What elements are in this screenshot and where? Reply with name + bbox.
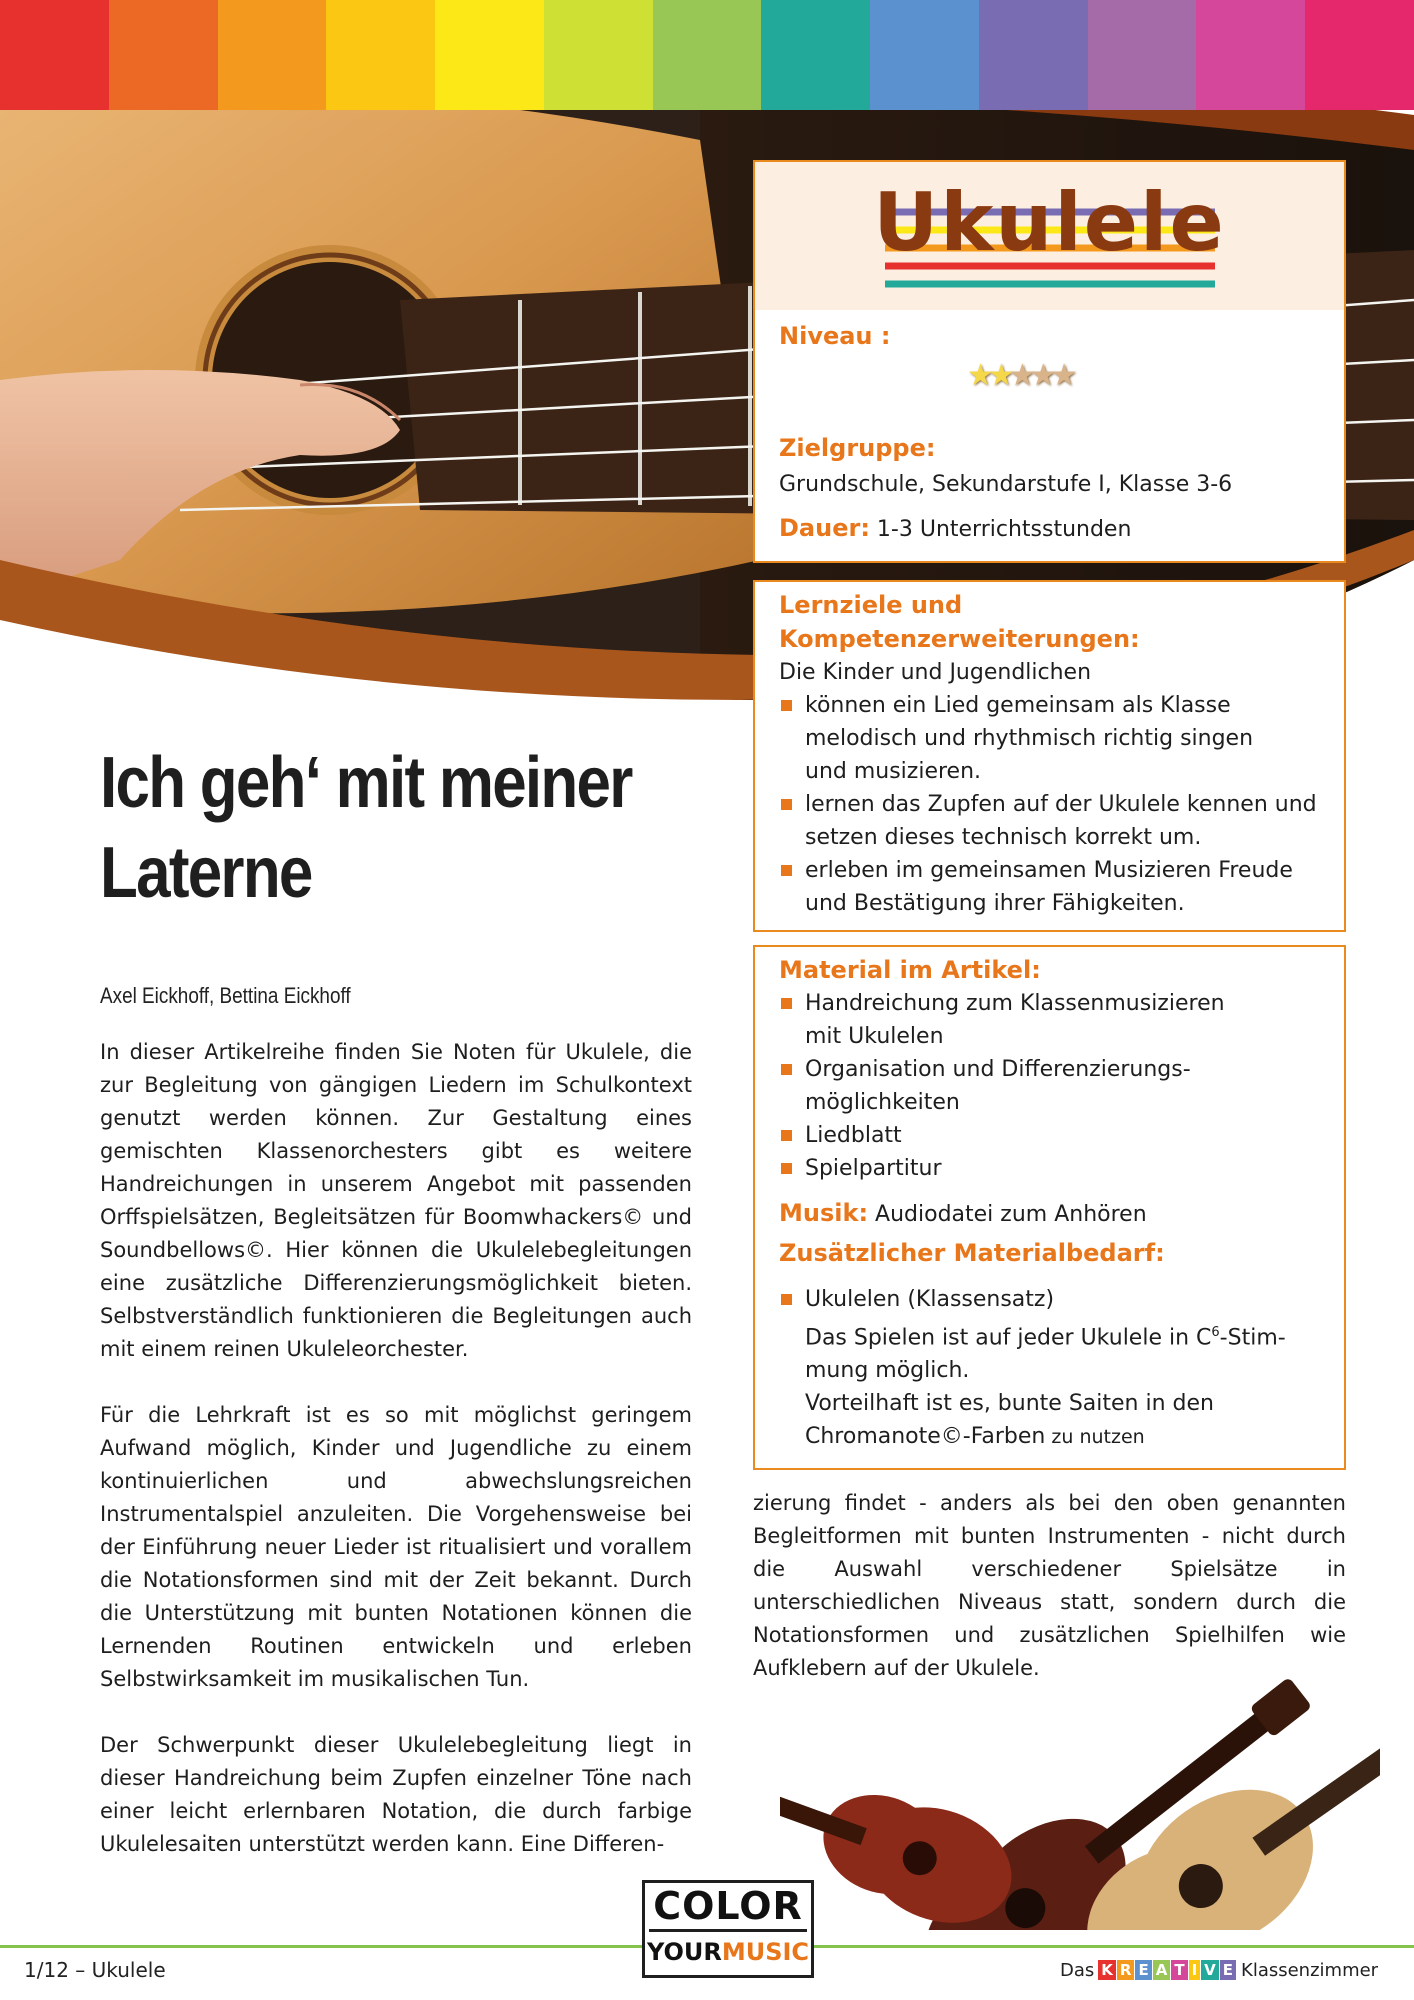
material-item [779,1152,1320,1185]
material-item-line: Handreichung zum Klassenmusizieren [805,991,1225,1016]
info-box-top [753,160,1346,563]
kreative-letter: R [1117,1960,1135,1980]
lernziele-box [753,580,1346,932]
lernziele-item-line: und Bestätigung ihrer Fähigkeiten. [805,891,1185,916]
brand-kreative [1098,1960,1237,1980]
logo-color-text: COLOR [653,1884,803,1928]
zusatz-line: Vorteilhaft ist es, bunte Saiten in den [805,1391,1214,1417]
zielgruppe-label: Zielgruppe: [779,434,936,462]
title-line: Laterne [100,833,312,913]
dauer-row [779,512,1131,546]
color-your-music-logo [642,1880,814,1978]
star-icon: ★ [987,358,1009,393]
star-icon: ★ [1008,358,1030,393]
material-label: Material im Artikel: [779,956,1041,984]
musik-value: Audiodatei zum Anhören [875,1202,1147,1227]
paragraph: zierung findet - anders als bei den oben genannten Begleitformen mit bunten Instrumenten - nicht durch die Auswahl verschiedener Spielsätze in unterschiedlichen Niveaus statt, sondern durch die Notationsformen und zusätzlichen Spielhilfen wie Aufklebern auf der Ukulele. [753,1491,1346,1680]
zusatz-text: zu nutzen [1045,1426,1145,1449]
star-icon: ★ [1029,358,1051,393]
zusatz-line: mung möglich. [805,1358,970,1384]
musik-row [779,1197,1320,1231]
lernziele-item [779,854,1320,920]
zusatz-list [779,1283,1320,1454]
material-item-line: möglichkeiten [805,1090,960,1115]
logo-yourmusic [645,1932,811,1972]
lernziele-item [779,689,1320,788]
lernziele-item-line: und musizieren. [805,759,982,784]
page-number: 1/12 – Ukulele [24,1958,166,1982]
niveau-stars [967,358,1072,393]
article-title [100,738,719,918]
dauer-label: Dauer: [779,514,870,542]
kreative-letter: I [1189,1960,1201,1980]
zusatz-line [805,1420,1320,1454]
niveau-label: Niveau : [779,322,891,350]
kreative-letter: A [1153,1960,1171,1980]
zusatz-line [805,1316,1320,1354]
dauer-value: 1-3 Unterrichtsstunden [876,517,1132,542]
kreative-letter: E [1220,1960,1236,1980]
lernziele-item-line: melodisch und rhythmisch richtig singen [805,726,1254,751]
kreative-letter: T [1171,1960,1187,1980]
lernziele-item-line: erleben im gemeinsamen Musizieren Freude [805,858,1293,883]
lernziele-label: Lernziele und Kompetenzerweiterungen: [779,591,1140,653]
musik-label: Musik: [779,1199,869,1227]
authors: Axel Eickhoff, Bettina Eickhoff [100,983,351,1008]
material-item-line: Spielpartitur [805,1156,942,1181]
ukuleles-image [780,1670,1380,1930]
zielgruppe-value: Grundschule, Sekundarstufe I, Klasse 3-6 [779,472,1233,497]
zusatz-sup: 6 [1211,1325,1220,1340]
logo-title: Ukulele [873,176,1226,269]
lernziele-list [779,689,1320,920]
kreative-letter: V [1201,1960,1219,1980]
left-column [100,1036,692,1861]
paragraph: In dieser Artikelreihe finden Sie Noten für Ukulele, die zur Begleitung von gängigen Liedern im Schulkontext genutzt werden können. Zur Gestaltung eines gemischten Klassenorchesters gibt es weitere Handreichungen in unserem Angebot mit passenden Orffspielsätzen, Begleitsätzen für Boomwhackers© und Soundbellows©. Hier können die Ukulelebegleitungen eine zusätzliche Differenzierungsmöglichkeit bieten. Selbstverständlich funktionieren die Begleitungen auch mit einem reinen Ukuleleorchester. [100,1040,692,1361]
right-column [753,1487,1346,1685]
lernziele-intro: Die Kinder und Jugendlichen [779,660,1092,685]
material-item [779,1119,1320,1152]
star-icon: ★ [1050,358,1072,393]
lernziele-item-line: lernen das Zupfen auf der Ukulele kennen und [805,792,1317,817]
zusatz-line: Ukulelen (Klassensatz) [805,1287,1055,1312]
brand-klassenzimmer: Klassenzimmer [1241,1959,1379,1981]
paragraph: Für die Lehrkraft ist es so mit möglichst geringem Aufwand möglich, Kinder und Jugendliche zu einem kontinuierlichen und abwechslungsreichen Instrumentalspiel anzuleiten. Die Vorgehensweise bei der Einführung neuer Lieder ist ritualisiert und vorallem die Notationsformen sind mit der Zeit bekannt. Durch die Unterstützung mit bunten Notationen können die Lernenden Routinen entwickeln und erleben Selbstwirksamkeit im musikalischen Tun. [100,1403,692,1691]
lernziele-item-line: können ein Lied gemeinsam als Klasse [805,693,1231,718]
material-list [779,987,1320,1185]
star-icon: ★ [967,358,988,393]
material-item [779,987,1320,1053]
rainbow-curve [0,60,1414,150]
zusatz-label: Zusätzlicher Materialbedarf: [779,1239,1165,1267]
material-item-line: Liedblatt [805,1123,902,1148]
kreative-klassenzimmer-logo [1060,1955,1400,1985]
kreative-letter: K [1098,1960,1116,1980]
material-item-line: Organisation und Differenzierungs- [805,1057,1191,1082]
zusatz-text: -Stim- [1219,1325,1286,1351]
kreative-letter: E [1135,1960,1151,1980]
lernziele-item [779,788,1320,854]
title-line: Ich geh‘ mit meiner [100,743,632,823]
ukulele-logo [755,162,1344,310]
logo-your-text: YOUR [646,1938,722,1966]
brand-das: Das [1060,1959,1095,1981]
zusatz-text: Das Spielen ist auf jeder Ukulele in C [805,1325,1212,1351]
material-box [753,945,1346,1470]
zusatz-item [779,1283,1320,1454]
lernziele-item-line: setzen dieses technisch korrekt um. [805,825,1202,850]
material-item-line: mit Ukulelen [805,1024,944,1049]
logo-music-text: MUSIC [721,1938,810,1966]
material-item [779,1053,1320,1119]
paragraph: Der Schwerpunkt dieser Ukulelebegleitung liegt in dieser Handreichung beim Zupfen einzelner Töne nach einer leicht erlernbaren Notation, die durch farbige Ukulelesaiten unterstützt werden kann. Eine Differen- [100,1733,692,1856]
zusatz-text: Chromanote©-Farben [805,1424,1046,1450]
